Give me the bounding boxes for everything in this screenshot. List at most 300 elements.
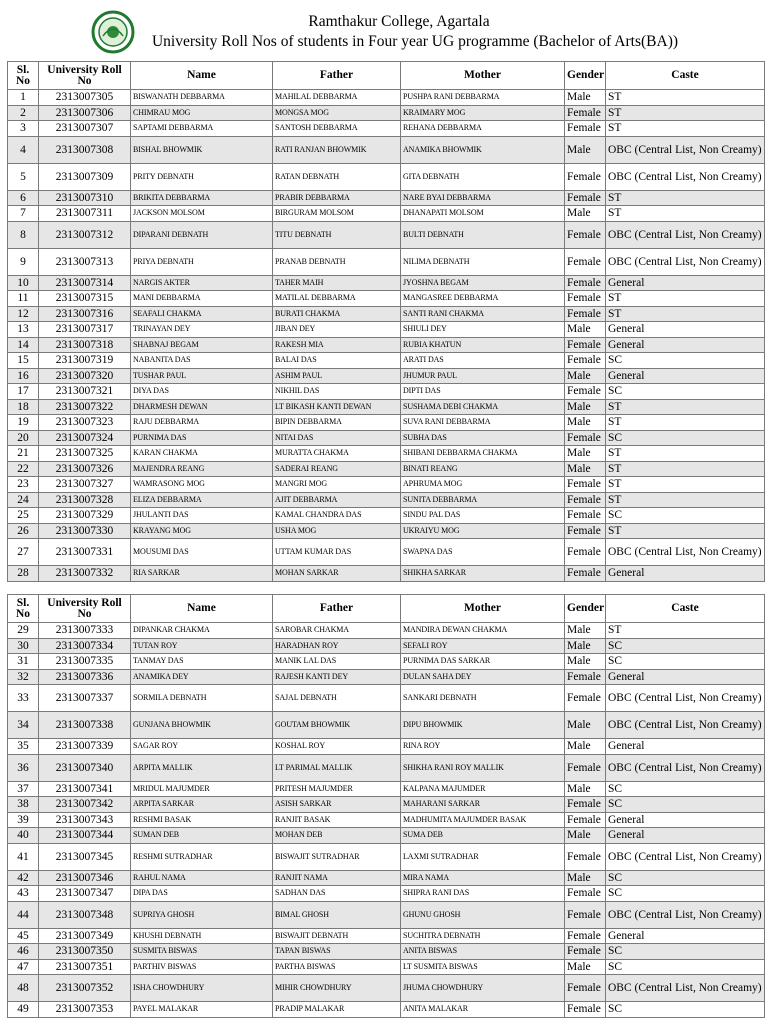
sl-cell: 8 bbox=[8, 221, 39, 248]
table-row bbox=[8, 221, 765, 248]
column-header-sl: Sl. No bbox=[8, 62, 39, 90]
mother-name-cell: DIPU BHOWMIK bbox=[401, 712, 565, 739]
student-name-cell: GUNJANA BHOWMIK bbox=[131, 712, 273, 739]
table-row bbox=[8, 944, 765, 960]
student-name-cell: RESHMI BASAK bbox=[131, 812, 273, 828]
mother-name-cell: JHUMUR PAUL bbox=[401, 368, 565, 384]
father-name-cell: RATI RANJAN BHOWMIK bbox=[273, 136, 401, 163]
caste-cell: SC bbox=[606, 944, 765, 960]
roll-number-cell: 2313007325 bbox=[39, 446, 131, 462]
roll-number-cell: 2313007338 bbox=[39, 712, 131, 739]
table-header-row bbox=[8, 595, 765, 623]
gender-cell: Female bbox=[565, 523, 606, 539]
table-row bbox=[8, 781, 765, 797]
gender-cell: Female bbox=[565, 121, 606, 137]
caste-cell: SC bbox=[606, 886, 765, 902]
student-name-cell: PAYEL MALAKAR bbox=[131, 1002, 273, 1018]
mother-name-cell: JHUMA CHOWDHURY bbox=[401, 975, 565, 1002]
caste-cell: OBC (Central List, Non Creamy) bbox=[606, 754, 765, 781]
caste-cell: ST bbox=[606, 523, 765, 539]
roll-number-cell: 2313007308 bbox=[39, 136, 131, 163]
sl-cell: 44 bbox=[8, 901, 39, 928]
sl-cell: 36 bbox=[8, 754, 39, 781]
student-name-cell: SAGAR ROY bbox=[131, 739, 273, 755]
father-name-cell: SANTOSH DEBBARMA bbox=[273, 121, 401, 137]
father-name-cell: BIPIN DEBBARMA bbox=[273, 415, 401, 431]
roll-number-cell: 2313007348 bbox=[39, 901, 131, 928]
gender-cell: Male bbox=[565, 206, 606, 222]
student-name-cell: DHARMESH DEWAN bbox=[131, 399, 273, 415]
caste-cell: OBC (Central List, Non Creamy) bbox=[606, 685, 765, 712]
caste-cell: OBC (Central List, Non Creamy) bbox=[606, 221, 765, 248]
column-header-roll: University Roll No bbox=[39, 62, 131, 90]
table-row bbox=[8, 306, 765, 322]
roll-number-cell: 2313007321 bbox=[39, 384, 131, 400]
sl-cell: 3 bbox=[8, 121, 39, 137]
father-name-cell: KOSHAL ROY bbox=[273, 739, 401, 755]
column-header-mother: Mother bbox=[401, 62, 565, 90]
sl-cell: 49 bbox=[8, 1002, 39, 1018]
caste-cell: SC bbox=[606, 1002, 765, 1018]
roll-number-cell: 2313007342 bbox=[39, 797, 131, 813]
table-row bbox=[8, 654, 765, 670]
gender-cell: Male bbox=[565, 322, 606, 338]
sl-cell: 22 bbox=[8, 461, 39, 477]
caste-cell: General bbox=[606, 566, 765, 582]
table-row bbox=[8, 1002, 765, 1018]
mother-name-cell: GHUNU GHOSH bbox=[401, 901, 565, 928]
roll-number-cell: 2313007340 bbox=[39, 754, 131, 781]
father-name-cell: NITAI DAS bbox=[273, 430, 401, 446]
column-header-roll: University Roll No bbox=[39, 595, 131, 623]
gender-cell: Male bbox=[565, 136, 606, 163]
roll-number-cell: 2313007341 bbox=[39, 781, 131, 797]
table-row bbox=[8, 190, 765, 206]
father-name-cell: MOHAN SARKAR bbox=[273, 566, 401, 582]
table-row bbox=[8, 384, 765, 400]
roll-number-cell: 2313007353 bbox=[39, 1002, 131, 1018]
mother-name-cell: ANAMIKA BHOWMIK bbox=[401, 136, 565, 163]
mother-name-cell: ANITA MALAKAR bbox=[401, 1002, 565, 1018]
sl-cell: 35 bbox=[8, 739, 39, 755]
sl-cell: 42 bbox=[8, 870, 39, 886]
student-name-cell: ARPITA SARKAR bbox=[131, 797, 273, 813]
sl-cell: 48 bbox=[8, 975, 39, 1002]
mother-name-cell: APHRUMA MOG bbox=[401, 477, 565, 493]
table-row bbox=[8, 248, 765, 275]
roll-number-cell: 2313007328 bbox=[39, 492, 131, 508]
gender-cell: Male bbox=[565, 399, 606, 415]
table-row bbox=[8, 275, 765, 291]
table-row bbox=[8, 136, 765, 163]
sl-cell: 17 bbox=[8, 384, 39, 400]
father-name-cell: RANJIT BASAK bbox=[273, 812, 401, 828]
father-name-cell: HARADHAN ROY bbox=[273, 638, 401, 654]
father-name-cell: NIKHIL DAS bbox=[273, 384, 401, 400]
gender-cell: Female bbox=[565, 508, 606, 524]
father-name-cell: ASISH SARKAR bbox=[273, 797, 401, 813]
student-name-cell: PURNIMA DAS bbox=[131, 430, 273, 446]
roll-number-cell: 2313007318 bbox=[39, 337, 131, 353]
table-row bbox=[8, 623, 765, 639]
mother-name-cell: LT SUSMITA BISWAS bbox=[401, 959, 565, 975]
student-name-cell: MOUSUMI DAS bbox=[131, 539, 273, 566]
table-row bbox=[8, 353, 765, 369]
table-row bbox=[8, 163, 765, 190]
caste-cell: OBC (Central List, Non Creamy) bbox=[606, 163, 765, 190]
sl-cell: 47 bbox=[8, 959, 39, 975]
father-name-cell: GOUTAM BHOWMIK bbox=[273, 712, 401, 739]
student-name-cell: KHUSHI DEBNATH bbox=[131, 928, 273, 944]
caste-cell: ST bbox=[606, 105, 765, 121]
caste-cell: SC bbox=[606, 781, 765, 797]
student-name-cell: BRIKITA DEBBARMA bbox=[131, 190, 273, 206]
table-row bbox=[8, 928, 765, 944]
father-name-cell: PRITESH MAJUMDER bbox=[273, 781, 401, 797]
table-row bbox=[8, 492, 765, 508]
roll-number-cell: 2313007349 bbox=[39, 928, 131, 944]
sl-cell: 12 bbox=[8, 306, 39, 322]
roll-number-cell: 2313007306 bbox=[39, 105, 131, 121]
table-row bbox=[8, 754, 765, 781]
mother-name-cell: SUSHAMA DEBI CHAKMA bbox=[401, 399, 565, 415]
column-header-gender: Gender bbox=[565, 595, 606, 623]
roll-number-cell: 2313007317 bbox=[39, 322, 131, 338]
sl-cell: 27 bbox=[8, 539, 39, 566]
mother-name-cell: SUVA RANI DEBBARMA bbox=[401, 415, 565, 431]
roll-number-cell: 2313007324 bbox=[39, 430, 131, 446]
caste-cell: General bbox=[606, 739, 765, 755]
table-row bbox=[8, 886, 765, 902]
table-row bbox=[8, 446, 765, 462]
roll-number-cell: 2313007339 bbox=[39, 739, 131, 755]
father-name-cell: MANIK LAL DAS bbox=[273, 654, 401, 670]
student-name-cell: PARTHIV BISWAS bbox=[131, 959, 273, 975]
mother-name-cell: PURNIMA DAS SARKAR bbox=[401, 654, 565, 670]
roll-number-cell: 2313007345 bbox=[39, 843, 131, 870]
mother-name-cell: RINA ROY bbox=[401, 739, 565, 755]
caste-cell: OBC (Central List, Non Creamy) bbox=[606, 136, 765, 163]
roll-number-cell: 2313007352 bbox=[39, 975, 131, 1002]
table-row bbox=[8, 430, 765, 446]
mother-name-cell: SEFALI ROY bbox=[401, 638, 565, 654]
roll-number-cell: 2313007346 bbox=[39, 870, 131, 886]
table-row bbox=[8, 959, 765, 975]
roll-number-cell: 2313007312 bbox=[39, 221, 131, 248]
gender-cell: Female bbox=[565, 190, 606, 206]
student-name-cell: RESHMI SUTRADHAR bbox=[131, 843, 273, 870]
roll-number-cell: 2313007315 bbox=[39, 291, 131, 307]
roll-number-cell: 2313007310 bbox=[39, 190, 131, 206]
column-header-name: Name bbox=[131, 595, 273, 623]
table-row bbox=[8, 797, 765, 813]
student-name-cell: MAJENDRA REANG bbox=[131, 461, 273, 477]
father-name-cell: TAPAN BISWAS bbox=[273, 944, 401, 960]
roll-number-cell: 2313007313 bbox=[39, 248, 131, 275]
roll-table-1 bbox=[7, 61, 765, 582]
mother-name-cell: SUNITA DEBBARMA bbox=[401, 492, 565, 508]
gender-cell: Male bbox=[565, 654, 606, 670]
father-name-cell: MONGSA MOG bbox=[273, 105, 401, 121]
caste-cell: ST bbox=[606, 623, 765, 639]
gender-cell: Male bbox=[565, 712, 606, 739]
gender-cell: Male bbox=[565, 415, 606, 431]
caste-cell: OBC (Central List, Non Creamy) bbox=[606, 843, 765, 870]
caste-cell: ST bbox=[606, 90, 765, 106]
roll-number-cell: 2313007344 bbox=[39, 828, 131, 844]
document-subtitle: University Roll Nos of students in Four year UG programme (Bachelor of Arts(BA)) bbox=[151, 33, 679, 50]
father-name-cell: RAJESH KANTI DEY bbox=[273, 669, 401, 685]
student-name-cell: JHULANTI DAS bbox=[131, 508, 273, 524]
gender-cell: Female bbox=[565, 901, 606, 928]
gender-cell: Male bbox=[565, 638, 606, 654]
caste-cell: OBC (Central List, Non Creamy) bbox=[606, 712, 765, 739]
student-name-cell: KRAYANG MOG bbox=[131, 523, 273, 539]
table-body-1 bbox=[8, 90, 765, 582]
roll-number-cell: 2313007333 bbox=[39, 623, 131, 639]
father-name-cell: BIMAL GHOSH bbox=[273, 901, 401, 928]
father-name-cell: SAJAL DEBNATH bbox=[273, 685, 401, 712]
table-row bbox=[8, 461, 765, 477]
roll-number-cell: 2313007314 bbox=[39, 275, 131, 291]
column-header-gender: Gender bbox=[565, 62, 606, 90]
caste-cell: ST bbox=[606, 461, 765, 477]
gender-cell: Female bbox=[565, 812, 606, 828]
caste-cell: ST bbox=[606, 477, 765, 493]
roll-number-cell: 2313007319 bbox=[39, 353, 131, 369]
mother-name-cell: BULTI DEBNATH bbox=[401, 221, 565, 248]
caste-cell: OBC (Central List, Non Creamy) bbox=[606, 539, 765, 566]
student-name-cell: RAJU DEBBARMA bbox=[131, 415, 273, 431]
gender-cell: Male bbox=[565, 959, 606, 975]
table-row bbox=[8, 105, 765, 121]
gender-cell: Male bbox=[565, 781, 606, 797]
father-name-cell: SADHAN DAS bbox=[273, 886, 401, 902]
document-header bbox=[0, 0, 768, 60]
caste-cell: General bbox=[606, 275, 765, 291]
caste-cell: ST bbox=[606, 492, 765, 508]
student-name-cell: TUSHAR PAUL bbox=[131, 368, 273, 384]
student-name-cell: ANAMIKA DEY bbox=[131, 669, 273, 685]
sl-cell: 21 bbox=[8, 446, 39, 462]
roll-number-cell: 2313007332 bbox=[39, 566, 131, 582]
table-row bbox=[8, 739, 765, 755]
gender-cell: Female bbox=[565, 492, 606, 508]
gender-cell: Female bbox=[565, 797, 606, 813]
gender-cell: Female bbox=[565, 928, 606, 944]
sl-cell: 15 bbox=[8, 353, 39, 369]
column-header-father: Father bbox=[273, 595, 401, 623]
table-row bbox=[8, 812, 765, 828]
father-name-cell: PRADIP MALAKAR bbox=[273, 1002, 401, 1018]
mother-name-cell: DHANAPATI MOLSOM bbox=[401, 206, 565, 222]
gender-cell: Male bbox=[565, 90, 606, 106]
caste-cell: SC bbox=[606, 638, 765, 654]
sl-cell: 20 bbox=[8, 430, 39, 446]
sl-cell: 40 bbox=[8, 828, 39, 844]
mother-name-cell: SHIULI DEY bbox=[401, 322, 565, 338]
father-name-cell: UTTAM KUMAR DAS bbox=[273, 539, 401, 566]
roll-number-cell: 2313007329 bbox=[39, 508, 131, 524]
mother-name-cell: SUMA DEB bbox=[401, 828, 565, 844]
student-name-cell: RIA SARKAR bbox=[131, 566, 273, 582]
mother-name-cell: MANDIRA DEWAN CHAKMA bbox=[401, 623, 565, 639]
student-name-cell: NARGIS AKTER bbox=[131, 275, 273, 291]
mother-name-cell: SUCHITRA DEBNATH bbox=[401, 928, 565, 944]
sl-cell: 37 bbox=[8, 781, 39, 797]
student-name-cell: SEAFALI CHAKMA bbox=[131, 306, 273, 322]
mother-name-cell: KALPANA MAJUMDER bbox=[401, 781, 565, 797]
roll-number-cell: 2313007331 bbox=[39, 539, 131, 566]
student-name-cell: SUMAN DEB bbox=[131, 828, 273, 844]
caste-cell: OBC (Central List, Non Creamy) bbox=[606, 248, 765, 275]
sl-cell: 26 bbox=[8, 523, 39, 539]
caste-cell: ST bbox=[606, 291, 765, 307]
roll-number-cell: 2313007343 bbox=[39, 812, 131, 828]
sl-cell: 38 bbox=[8, 797, 39, 813]
mother-name-cell: SUBHA DAS bbox=[401, 430, 565, 446]
mother-name-cell: DIPTI DAS bbox=[401, 384, 565, 400]
roll-number-cell: 2313007334 bbox=[39, 638, 131, 654]
father-name-cell: TAHER MAIH bbox=[273, 275, 401, 291]
mother-name-cell: MANGASREE DEBBARMA bbox=[401, 291, 565, 307]
gender-cell: Male bbox=[565, 446, 606, 462]
mother-name-cell: JYOSHNA BEGAM bbox=[401, 275, 565, 291]
father-name-cell: LT BIKASH KANTI DEWAN bbox=[273, 399, 401, 415]
roll-number-cell: 2313007351 bbox=[39, 959, 131, 975]
mother-name-cell: SANTI RANI CHAKMA bbox=[401, 306, 565, 322]
mother-name-cell: SHIKHA SARKAR bbox=[401, 566, 565, 582]
gender-cell: Female bbox=[565, 685, 606, 712]
caste-cell: General bbox=[606, 828, 765, 844]
caste-cell: ST bbox=[606, 306, 765, 322]
table-row bbox=[8, 638, 765, 654]
student-name-cell: SHABNAJ BEGAM bbox=[131, 337, 273, 353]
father-name-cell: BISWAJIT SUTRADHAR bbox=[273, 843, 401, 870]
student-name-cell: TRINAYAN DEY bbox=[131, 322, 273, 338]
gender-cell: Male bbox=[565, 623, 606, 639]
sl-cell: 6 bbox=[8, 190, 39, 206]
table-row bbox=[8, 121, 765, 137]
caste-cell: SC bbox=[606, 870, 765, 886]
father-name-cell: PARTHA BISWAS bbox=[273, 959, 401, 975]
student-name-cell: DIPANKAR CHAKMA bbox=[131, 623, 273, 639]
mother-name-cell: SHIKHA RANI ROY MALLIK bbox=[401, 754, 565, 781]
father-name-cell: PRABIR DEBBARMA bbox=[273, 190, 401, 206]
student-name-cell: SUSMITA BISWAS bbox=[131, 944, 273, 960]
father-name-cell: JIBAN DEY bbox=[273, 322, 401, 338]
gender-cell: Female bbox=[565, 105, 606, 121]
student-name-cell: SUPRIYA GHOSH bbox=[131, 901, 273, 928]
mother-name-cell: ANITA BISWAS bbox=[401, 944, 565, 960]
father-name-cell: TITU DEBNATH bbox=[273, 221, 401, 248]
gender-cell: Female bbox=[565, 886, 606, 902]
mother-name-cell: DULAN SAHA DEY bbox=[401, 669, 565, 685]
father-name-cell: ASHIM PAUL bbox=[273, 368, 401, 384]
mother-name-cell: MIRA NAMA bbox=[401, 870, 565, 886]
student-name-cell: BISWANATH DEBBARMA bbox=[131, 90, 273, 106]
student-name-cell: JACKSON MOLSOM bbox=[131, 206, 273, 222]
column-header-caste: Caste bbox=[606, 595, 765, 623]
gender-cell: Male bbox=[565, 870, 606, 886]
sl-cell: 4 bbox=[8, 136, 39, 163]
caste-cell: SC bbox=[606, 430, 765, 446]
table-row bbox=[8, 539, 765, 566]
mother-name-cell: MADHUMITA MAJUMDER BASAK bbox=[401, 812, 565, 828]
gender-cell: Female bbox=[565, 975, 606, 1002]
table-row bbox=[8, 975, 765, 1002]
student-name-cell: ARPITA MALLIK bbox=[131, 754, 273, 781]
column-header-caste: Caste bbox=[606, 62, 765, 90]
mother-name-cell: REHANA DEBBARMA bbox=[401, 121, 565, 137]
gender-cell: Female bbox=[565, 353, 606, 369]
sl-cell: 39 bbox=[8, 812, 39, 828]
sl-cell: 11 bbox=[8, 291, 39, 307]
student-name-cell: WAMRASONG MOG bbox=[131, 477, 273, 493]
gender-cell: Female bbox=[565, 430, 606, 446]
roll-number-cell: 2313007323 bbox=[39, 415, 131, 431]
caste-cell: General bbox=[606, 928, 765, 944]
caste-cell: ST bbox=[606, 446, 765, 462]
sl-cell: 1 bbox=[8, 90, 39, 106]
mother-name-cell: SHIBANI DEBBARMA CHAKMA bbox=[401, 446, 565, 462]
mother-name-cell: SINDU PAL DAS bbox=[401, 508, 565, 524]
caste-cell: General bbox=[606, 669, 765, 685]
column-header-mother: Mother bbox=[401, 595, 565, 623]
caste-cell: ST bbox=[606, 121, 765, 137]
sl-cell: 29 bbox=[8, 623, 39, 639]
table-row bbox=[8, 415, 765, 431]
table-body-2 bbox=[8, 623, 765, 1018]
gender-cell: Female bbox=[565, 163, 606, 190]
student-name-cell: SORMILA DEBNATH bbox=[131, 685, 273, 712]
student-name-cell: BISHAL BHOWMIK bbox=[131, 136, 273, 163]
mother-name-cell: SHIPRA RANI DAS bbox=[401, 886, 565, 902]
gender-cell: Female bbox=[565, 843, 606, 870]
table-row bbox=[8, 669, 765, 685]
father-name-cell: SAROBAR CHAKMA bbox=[273, 623, 401, 639]
caste-cell: SC bbox=[606, 959, 765, 975]
roll-number-cell: 2313007336 bbox=[39, 669, 131, 685]
gender-cell: Female bbox=[565, 669, 606, 685]
gender-cell: Female bbox=[565, 275, 606, 291]
roll-number-cell: 2313007335 bbox=[39, 654, 131, 670]
father-name-cell: SADERAI REANG bbox=[273, 461, 401, 477]
mother-name-cell: ARATI DAS bbox=[401, 353, 565, 369]
sl-cell: 33 bbox=[8, 685, 39, 712]
caste-cell: SC bbox=[606, 508, 765, 524]
table-row bbox=[8, 337, 765, 353]
caste-cell: ST bbox=[606, 399, 765, 415]
caste-cell: ST bbox=[606, 415, 765, 431]
gender-cell: Male bbox=[565, 739, 606, 755]
college-title: Ramthakur College, Agartala bbox=[308, 13, 490, 30]
caste-cell: SC bbox=[606, 353, 765, 369]
table-header-row bbox=[8, 62, 765, 90]
roll-number-cell: 2313007311 bbox=[39, 206, 131, 222]
gender-cell: Female bbox=[565, 477, 606, 493]
sl-cell: 45 bbox=[8, 928, 39, 944]
caste-cell: General bbox=[606, 322, 765, 338]
gender-cell: Male bbox=[565, 368, 606, 384]
gender-cell: Female bbox=[565, 539, 606, 566]
gender-cell: Female bbox=[565, 754, 606, 781]
mother-name-cell: SANKARI DEBNATH bbox=[401, 685, 565, 712]
table-row bbox=[8, 828, 765, 844]
sl-cell: 5 bbox=[8, 163, 39, 190]
mother-name-cell: KRAIMARY MOG bbox=[401, 105, 565, 121]
gender-cell: Female bbox=[565, 566, 606, 582]
